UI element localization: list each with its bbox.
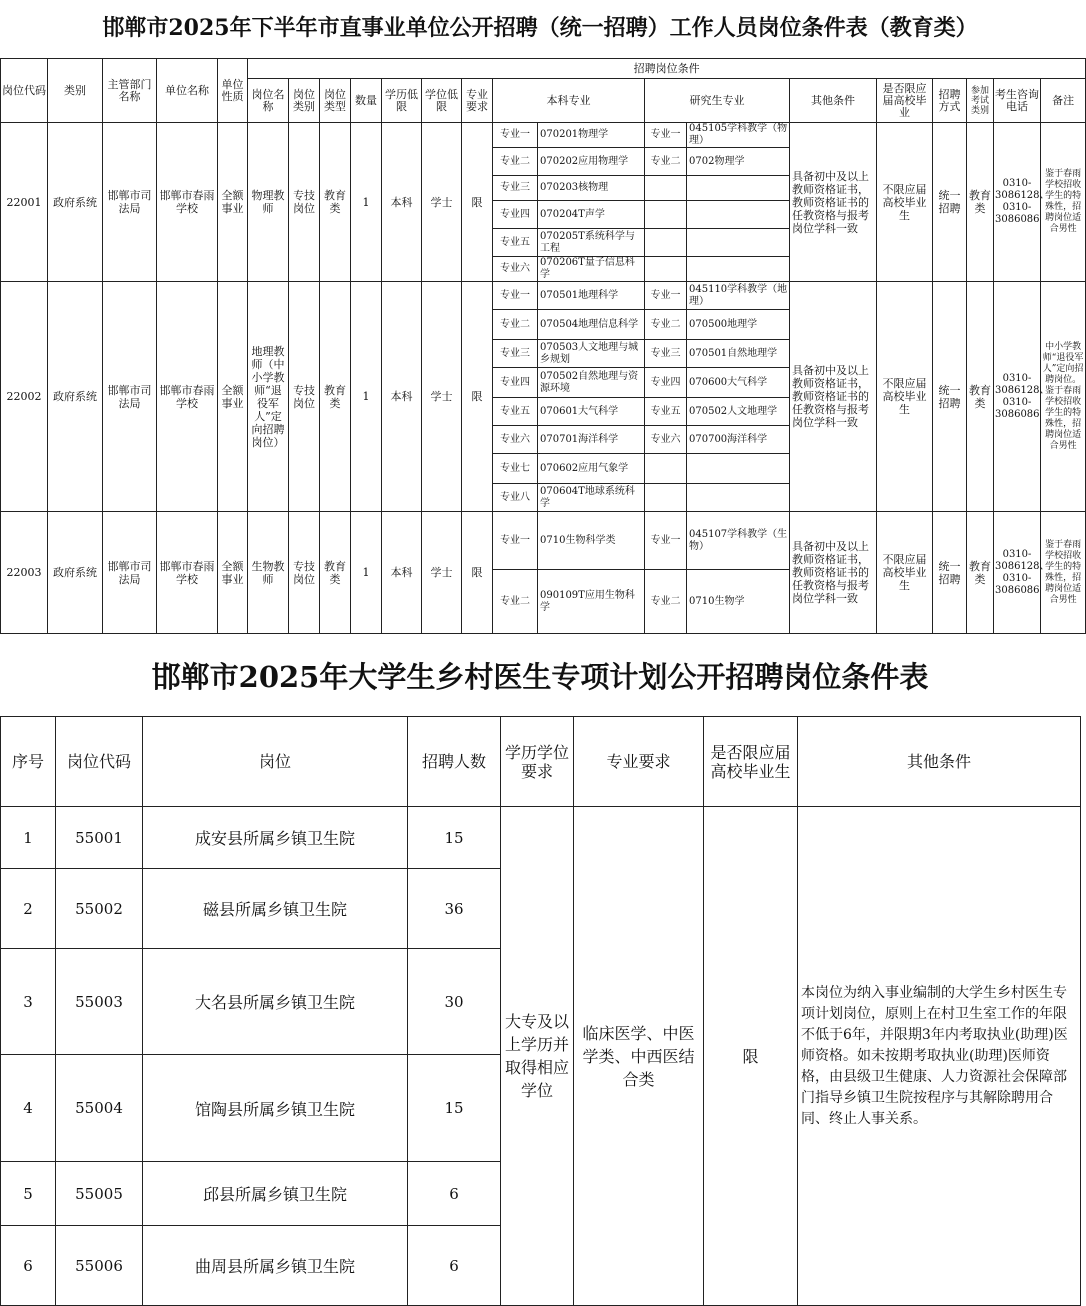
- grad-major-label: 专业一: [645, 123, 687, 148]
- cell-post-cat: 专技岗位: [289, 123, 320, 282]
- header-method: 招聘方式: [933, 79, 967, 123]
- cell-edu: 本科: [382, 123, 422, 282]
- undergrad-major-value: 070203核物理: [538, 176, 645, 201]
- cell-unit: 邯郸市春雨学校: [157, 282, 218, 512]
- cell-degree: 学士: [422, 282, 462, 512]
- table1-body: [1, 123, 1086, 634]
- header-category: 类别: [48, 59, 103, 123]
- header-edu: 学历低限: [382, 79, 422, 123]
- header-count: 数量: [351, 79, 382, 123]
- undergrad-major-value: 070206T量子信息科学: [538, 257, 645, 282]
- t2-cell-count: 15: [408, 807, 501, 869]
- cell-note: 鉴于春雨学校招收学生的特殊性，招聘岗位适合男性: [1041, 123, 1086, 282]
- grad-major-value: [687, 257, 790, 282]
- t2-cell-no: 1: [1, 807, 56, 869]
- grad-major-label: 专业五: [645, 398, 687, 426]
- t2-cell-no: 5: [1, 1162, 56, 1226]
- t2-cell-post: 馆陶县所属乡镇卫生院: [143, 1055, 408, 1162]
- header-conditions: 招聘岗位条件: [248, 59, 1086, 79]
- cell-count: 1: [351, 282, 382, 512]
- t2-header-other: 其他条件: [798, 717, 1081, 807]
- t2-cell-code: 55006: [56, 1226, 143, 1306]
- cell-phone: 0310-3086128、0310-3086086: [994, 282, 1041, 512]
- cell-post-name: 物理教师: [248, 123, 289, 282]
- cell-post-type: 教育类: [320, 282, 351, 512]
- cell-method: 统一招聘: [933, 282, 967, 512]
- section-divider: [0, 637, 1080, 651]
- header-nature: 单位性质: [218, 59, 248, 123]
- table-row: [1, 807, 1081, 869]
- cell-category: 政府系统: [48, 512, 103, 634]
- t2-cell-post: 成安县所属乡镇卫生院: [143, 807, 408, 869]
- cell-note: 中小学教师“退役军人”定向招聘岗位。鉴于春雨学校招收学生的特殊性，招聘岗位适合男性: [1041, 282, 1086, 512]
- grad-major-label: 专业二: [645, 570, 687, 634]
- undergrad-major-value: 070504地理信息科学: [538, 310, 645, 340]
- undergrad-major-label: 专业六: [493, 426, 538, 454]
- grad-major-value: 0710生物学: [687, 570, 790, 634]
- t2-header-major: 专业要求: [574, 717, 704, 807]
- undergrad-major-label: 专业四: [493, 368, 538, 398]
- t2-cell-code: 55002: [56, 869, 143, 949]
- header-exam: 参加考试类别: [967, 79, 994, 123]
- cell-unit: 邯郸市春雨学校: [157, 123, 218, 282]
- cell-edu: 本科: [382, 282, 422, 512]
- undergrad-major-value: 070205T系统科学与工程: [538, 229, 645, 257]
- undergrad-major-value: 070503人文地理与城乡规划: [538, 340, 645, 368]
- cell-count: 1: [351, 512, 382, 634]
- cell-category: 政府系统: [48, 123, 103, 282]
- t2-cell-code: 55004: [56, 1055, 143, 1162]
- grad-major-label: 专业一: [645, 282, 687, 310]
- t2-cell-count: 6: [408, 1162, 501, 1226]
- undergrad-major-value: 090109T应用生物科学: [538, 570, 645, 634]
- cell-exam-type: 教育类: [967, 512, 994, 634]
- grad-major-label: 专业三: [645, 340, 687, 368]
- cell-post-cat: 专技岗位: [289, 512, 320, 634]
- education-post-table: [0, 58, 1086, 634]
- cell-fresh-grad: 不限应届高校毕业生: [877, 123, 933, 282]
- cell-unit: 邯郸市春雨学校: [157, 512, 218, 634]
- grad-major-value: 045107学科教学（生物）: [687, 512, 790, 570]
- undergrad-major-label: 专业六: [493, 257, 538, 282]
- t2-cell-no: 4: [1, 1055, 56, 1162]
- grad-major-value: [687, 201, 790, 229]
- undergrad-major-label: 专业一: [493, 282, 538, 310]
- t2-cell-major: 临床医学、中医学类、中西医结合类: [574, 807, 704, 1306]
- t2-cell-no: 6: [1, 1226, 56, 1306]
- cell-dept: 邯郸市司法局: [103, 123, 157, 282]
- undergrad-major-label: 专业五: [493, 398, 538, 426]
- cell-nature: 全额事业: [218, 123, 248, 282]
- cell-post-name: 生物教师: [248, 512, 289, 634]
- undergrad-major-label: 专业三: [493, 340, 538, 368]
- cell-dept: 邯郸市司法局: [103, 282, 157, 512]
- cell-category: 政府系统: [48, 282, 103, 512]
- undergrad-major-value: 070202应用物理学: [538, 148, 645, 176]
- grad-major-label: 专业四: [645, 368, 687, 398]
- grad-major-value: 045105学科教学（物理）: [687, 123, 790, 148]
- grad-major-label: 专业二: [645, 148, 687, 176]
- grad-major-value: 070500地理学: [687, 310, 790, 340]
- t2-header-fresh: 是否限应届高校毕业生: [704, 717, 798, 807]
- t2-header-post: 岗位: [143, 717, 408, 807]
- cell-note: 鉴于春雨学校招收学生的特殊性，招聘岗位适合男性: [1041, 512, 1086, 634]
- undergrad-major-label: 专业二: [493, 570, 538, 634]
- undergrad-major-label: 专业二: [493, 310, 538, 340]
- grad-major-label: [645, 176, 687, 201]
- t2-cell-no: 2: [1, 869, 56, 949]
- grad-major-value: [687, 176, 790, 201]
- cell-other-conditions: 具备初中及以上教师资格证书，教师资格证书的任教资格与报考岗位学科一致: [790, 123, 877, 282]
- cell-other-conditions: 具备初中及以上教师资格证书，教师资格证书的任教资格与报考岗位学科一致: [790, 512, 877, 634]
- t2-cell-count: 30: [408, 949, 501, 1055]
- header-code: 岗位代码: [1, 59, 48, 123]
- t2-header-code: 岗位代码: [56, 717, 143, 807]
- undergrad-major-label: 专业八: [493, 484, 538, 512]
- cell-fresh-grad: 不限应届高校毕业生: [877, 282, 933, 512]
- undergrad-major-label: 专业四: [493, 201, 538, 229]
- table-row: [1, 123, 1086, 148]
- t2-header-no: 序号: [1, 717, 56, 807]
- header-phone: 考生咨询电话: [994, 79, 1041, 123]
- undergrad-major-value: 070604T地球系统科学: [538, 484, 645, 512]
- grad-major-value: 070700海洋科学: [687, 426, 790, 454]
- header-dept: 主管部门名称: [103, 59, 157, 123]
- cell-phone: 0310-3086128、0310-3086086: [994, 512, 1041, 634]
- t2-header-edu: 学历学位要求: [501, 717, 574, 807]
- grad-major-label: [645, 484, 687, 512]
- t2-cell-fresh: 限: [704, 807, 798, 1306]
- undergrad-major-label: 专业七: [493, 454, 538, 484]
- header-undergrad: 本科专业: [493, 79, 645, 123]
- cell-nature: 全额事业: [218, 512, 248, 634]
- t2-cell-count: 6: [408, 1226, 501, 1306]
- rural-doctor-table: [0, 716, 1081, 1306]
- cell-dept: 邯郸市司法局: [103, 512, 157, 634]
- grad-major-value: [687, 454, 790, 484]
- grad-major-label: [645, 229, 687, 257]
- t2-cell-code: 55005: [56, 1162, 143, 1226]
- undergrad-major-value: 070502自然地理与资源环境: [538, 368, 645, 398]
- header-note: 备注: [1041, 79, 1086, 123]
- cell-post-name: 地理教师（中小学教师“退役军人”定向招聘岗位）: [248, 282, 289, 512]
- cell-post-code: 22002: [1, 282, 48, 512]
- cell-post-type: 教育类: [320, 512, 351, 634]
- undergrad-major-value: 070204T声学: [538, 201, 645, 229]
- cell-method: 统一招聘: [933, 512, 967, 634]
- header-post-type: 岗位类型: [320, 79, 351, 123]
- table2-title: 邯郸市2025年大学生乡村医生专项计划公开招聘岗位条件表: [151, 660, 929, 694]
- grad-major-label: 专业六: [645, 426, 687, 454]
- header-unit: 单位名称: [157, 59, 218, 123]
- cell-post-cat: 专技岗位: [289, 282, 320, 512]
- cell-count: 1: [351, 123, 382, 282]
- header-major-req: 专业要求: [462, 79, 493, 123]
- cell-other-conditions: 具备初中及以上教师资格证书，教师资格证书的任教资格与报考岗位学科一致: [790, 282, 877, 512]
- header-post-name: 岗位名称: [248, 79, 289, 123]
- undergrad-major-label: 专业五: [493, 229, 538, 257]
- grad-major-value: 045110学科教学（地理）: [687, 282, 790, 310]
- undergrad-major-value: 070701海洋科学: [538, 426, 645, 454]
- grad-major-value: 070502人文地理学: [687, 398, 790, 426]
- cell-degree: 学士: [422, 123, 462, 282]
- t2-cell-edu: 大专及以上学历并取得相应学位: [501, 807, 574, 1306]
- cell-post-code: 22001: [1, 123, 48, 282]
- grad-major-label: [645, 201, 687, 229]
- table-row: [1, 282, 1086, 310]
- cell-edu: 本科: [382, 512, 422, 634]
- grad-major-label: [645, 454, 687, 484]
- cell-major-req: 限: [462, 123, 493, 282]
- undergrad-major-label: 专业二: [493, 148, 538, 176]
- grad-major-value: 070501自然地理学: [687, 340, 790, 368]
- grad-major-label: [645, 257, 687, 282]
- table2-body: [1, 807, 1081, 1306]
- table1-title: 邯郸市2025年下半年市直事业单位公开招聘（统一招聘）工作人员岗位条件表（教育类）: [102, 15, 978, 41]
- t2-cell-count: 15: [408, 1055, 501, 1162]
- header-degree: 学位低限: [422, 79, 462, 123]
- undergrad-major-label: 专业一: [493, 123, 538, 148]
- t2-cell-code: 55001: [56, 807, 143, 869]
- cell-degree: 学士: [422, 512, 462, 634]
- cell-post-code: 22003: [1, 512, 48, 634]
- header-grad: 研究生专业: [645, 79, 790, 123]
- cell-exam-type: 教育类: [967, 123, 994, 282]
- cell-method: 统一招聘: [933, 123, 967, 282]
- undergrad-major-label: 专业三: [493, 176, 538, 201]
- grad-major-label: 专业二: [645, 310, 687, 340]
- t2-cell-count: 36: [408, 869, 501, 949]
- t2-cell-post: 磁县所属乡镇卫生院: [143, 869, 408, 949]
- grad-major-value: [687, 229, 790, 257]
- undergrad-major-label: 专业一: [493, 512, 538, 570]
- grad-major-value: [687, 484, 790, 512]
- undergrad-major-value: 0710生物科学类: [538, 512, 645, 570]
- undergrad-major-value: 070601大气科学: [538, 398, 645, 426]
- t2-cell-post: 曲周县所属乡镇卫生院: [143, 1226, 408, 1306]
- cell-fresh-grad: 不限应届高校毕业生: [877, 512, 933, 634]
- cell-phone: 0310-3086128、0310-3086086: [994, 123, 1041, 282]
- t2-cell-no: 3: [1, 949, 56, 1055]
- t2-header-count: 招聘人数: [408, 717, 501, 807]
- cell-post-type: 教育类: [320, 123, 351, 282]
- cell-major-req: 限: [462, 512, 493, 634]
- t2-cell-post: 邱县所属乡镇卫生院: [143, 1162, 408, 1226]
- undergrad-major-value: 070602应用气象学: [538, 454, 645, 484]
- cell-nature: 全额事业: [218, 282, 248, 512]
- header-other: 其他条件: [790, 79, 877, 123]
- header-fresh: 是否限应届高校毕业: [877, 79, 933, 123]
- grad-major-value: 0702物理学: [687, 148, 790, 176]
- undergrad-major-value: 070501地理科学: [538, 282, 645, 310]
- undergrad-major-value: 070201物理学: [538, 123, 645, 148]
- t2-cell-code: 55003: [56, 949, 143, 1055]
- grad-major-value: 070600大气科学: [687, 368, 790, 398]
- t2-cell-post: 大名县所属乡镇卫生院: [143, 949, 408, 1055]
- cell-exam-type: 教育类: [967, 282, 994, 512]
- grad-major-label: 专业一: [645, 512, 687, 570]
- cell-major-req: 限: [462, 282, 493, 512]
- table-row: [1, 512, 1086, 570]
- header-post-cat: 岗位类别: [289, 79, 320, 123]
- t2-cell-other: 本岗位为纳入事业编制的大学生乡村医生专项计划岗位，原则上在村卫生室工作的年限不低于6年，并限期3年内考取执业(助理)医师资格。如未按期考取执业(助理)医师资格，由县级卫生健康、人力资源社会保障部门指导乡镇卫生院按程序与其解除聘用合同、终止人事关系。: [798, 807, 1081, 1306]
